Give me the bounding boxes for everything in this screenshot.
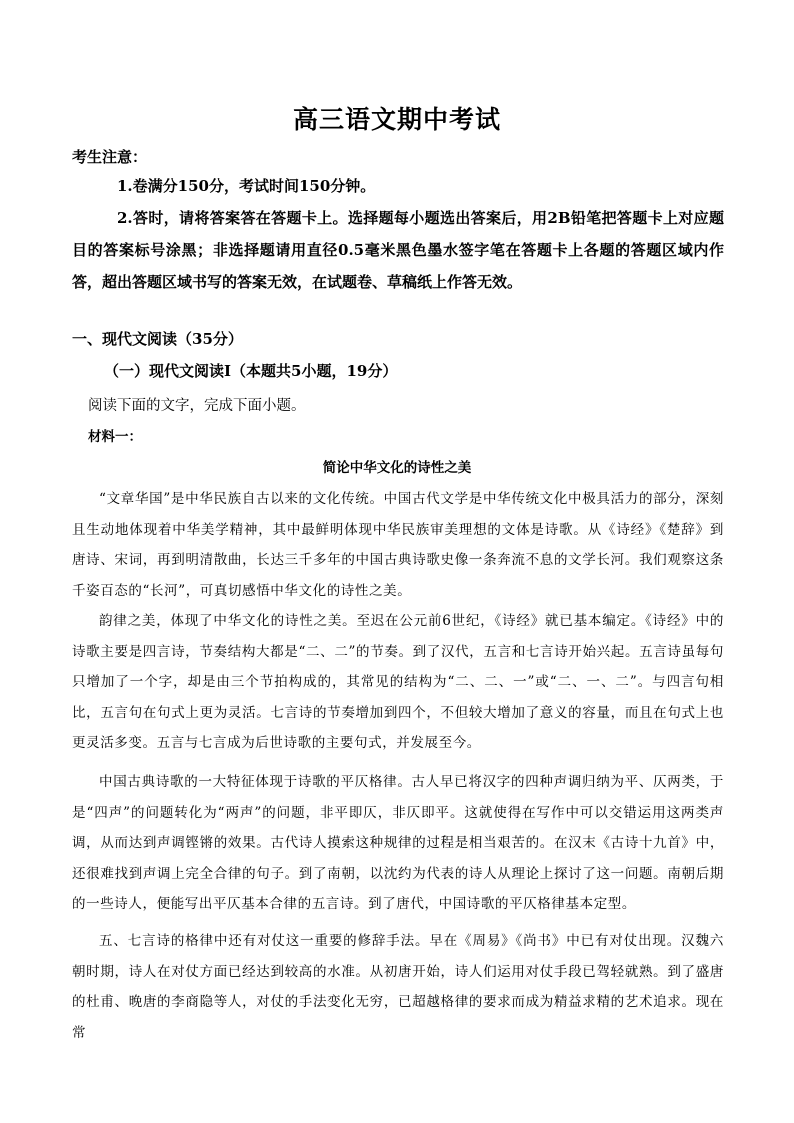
notice-item-2: 2.答时，请将答案答在答题卡上。选择题每小题选出答案后，用2B铅笔把答题卡上对应题目的答案标号涂黑；非选择题请用直径0.5毫米黑色墨水签字笔在答题卡上各题的答题区域内作答，超出答题区域书写的答案无效，在试题卷、草稿纸上作答无效。 [72,209,724,291]
page-title: 高三语文期中考试 [292,105,501,134]
article-title: 简论中华文化的诗性之美 [322,460,472,476]
notice-label: 考生注意： [72,148,148,166]
material-label: 材料一： [88,429,142,445]
notice-item-1: 1.卷满分150分，考试时间150分钟。 [117,177,376,195]
article-paragraph-1: “文章华国”是中华民族自古以来的文化传统。中国古代文学是中华传统文化中极具活力的部分，深刻且生动地体现着中华美学精神，其中最鲜明体现中华民族审美理想的文体是诗歌。从《诗经》《楚辞》到唐诗、宋词，再到明清散曲，长达三千多年的中国古典诗歌史像一条奔流不息的文学长河。我们观察这条千姿百态的“长河”，可真切感悟中华文化的诗性之美。 [72,491,724,599]
reading-instruction: 阅读下面的文字，完成下面小题。 [88,398,306,414]
article-paragraph-3: 中国古典诗歌的一大特征体现于诗歌的平仄格律。古人早已将汉字的四种声调归纳为平、仄两类，于是“四声”的问题转化为“两声”的问题，非平即仄，非仄即平。这就使得在写作中可以交错运用这两类声调，从而达到声调铿锵的效果。古代诗人摸索这种规律的过程是相当艰苦的。在汉末《古诗十九首》中，还很难找到声调上完全合律的句子。到了南朝，以沈约为代表的诗人从理论上探讨了这一问题。南朝后期的一些诗人，便能写出平仄基本合律的五言诗。到了唐代，中国诗歌的平仄格律基本定型。 [72,774,724,912]
article-paragraph-4: 五、七言诗的格律中还有对仗这一重要的修辞手法。早在《周易》《尚书》中已有对仗出现。汉魏六朝时期，诗人在对仗方面已经达到较高的水准。从初唐开始，诗人们运用对仗手段已驾轻就熟。到了盛唐的杜甫、晚唐的李商隐等人，对仗的手法变化无穷，已超越格律的要求而成为精益求精的艺术追求。现在常 [72,933,724,1041]
section-subheading: （一）现代文阅读Ⅰ（本题共5小题，19分） [104,362,398,380]
article-paragraph-2: 韵律之美，体现了中华文化的诗性之美。至迟在公元前6世纪，《诗经》就已基本编定。《诗经》中的诗歌主要是四言诗，节奏结构大都是“二、二”的节奏。到了汉代，五言和七言诗开始兴起。五言诗虽每句只增加了一个字，却是由三个节拍构成的，其常见的结构为“二、二、一”或“二、一、二”。与四言句相比，五言句在句式上更为灵活。七言诗的节奏增加到四个，不但较大增加了意义的容量，而且在句式上也更灵活多变。五言与七言成为后世诗歌的主要句式，并发展至今。 [72,613,724,751]
section-heading: 一、现代文阅读（35分） [72,330,243,348]
